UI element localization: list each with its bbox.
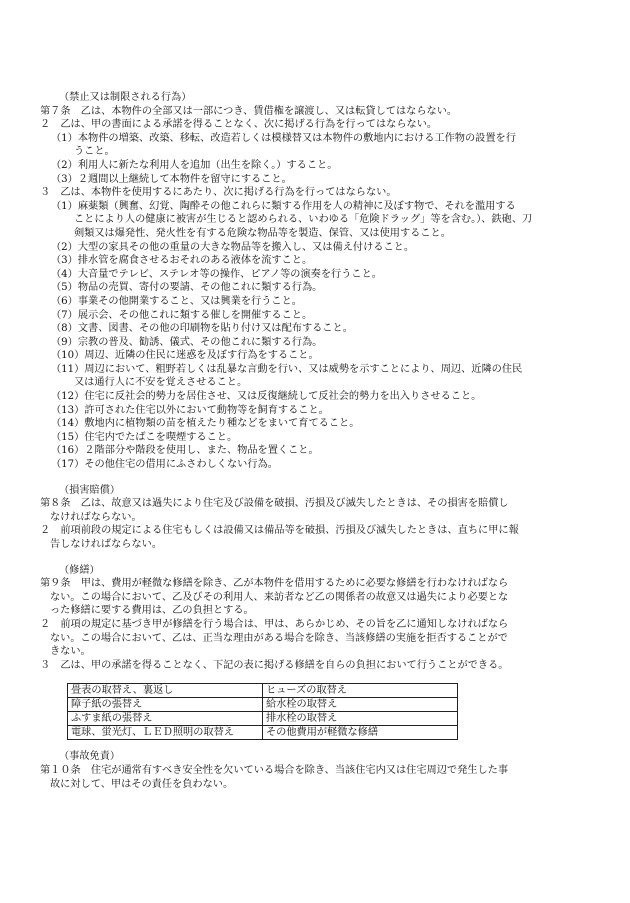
list-item: （3）排水管を腐食させるおそれのある液体を流すこと。: [51, 255, 313, 267]
table-cell: ふすま紙の張替え: [68, 712, 263, 726]
table-row: [68, 712, 458, 726]
section-spacer: [40, 472, 594, 484]
article-text-continuation: 故に対して、甲はその責任を負わない。: [50, 778, 234, 790]
list-item: （12）住宅に反社会的勢力を居住させ、又は反復継続して反社会的勢力を出入りさせること。: [51, 391, 482, 403]
list-item: （1）麻薬類（興奮、幻覚、陶酔その他これらに類する作用を人の精神に及ぼす物で、それを濫用する: [51, 200, 516, 212]
list-item: （11）周辺において、粗野若しくは乱暴な言動を行い、又は威勢を示すことにより、周辺、近隣の住民: [51, 363, 523, 375]
list-item: （9）宗教の普及、勧誘、儀式、その他これに類する行為。: [51, 336, 323, 348]
table-cell: 電球、蛍光灯、ＬＥＤ照明の取替え: [68, 726, 263, 740]
list-item-continuation: 又は通行人に不安を覚えさせること。: [74, 377, 248, 389]
paragraph-text-continuation: きない。: [50, 646, 91, 658]
list-item: （4）大音量でテレビ、ステレオ等の操作、ピアノ等の演奏を行うこと。: [51, 268, 382, 280]
paragraph-text: ３ 乙は、本物件を使用するにあたり、次に掲げる行為を行ってはならない。: [40, 187, 397, 199]
list-item: （8）文書、図書、その他の印刷物を貼り付け又は配布すること。: [51, 323, 353, 335]
section-article-7: [40, 91, 594, 472]
table-cell: 給水栓の取替え: [263, 698, 458, 712]
table-cell: ヒューズの取替え: [263, 684, 458, 698]
list-item: （17）その他住宅の借用にふさわしくない行為。: [51, 459, 278, 471]
article-text: 第１０条 住宅が通常有すべき安全性を欠いている場合を除き、当該住宅内又は住宅周辺で発生した事: [40, 764, 509, 776]
section-article-9: [40, 564, 594, 741]
list-item: （6）事業その他開業すること、又は興業を行うこと。: [51, 295, 302, 307]
list-item-continuation: 剣類又は爆発性、発火性を有する危険な物品等を製造、保管、又は使用すること。: [74, 227, 451, 239]
table-cell: 排水栓の取替え: [263, 712, 458, 726]
paragraph-text: ２ 前項の規定に基づき甲が修繕を行う場合は、甲は、あらかじめ、その旨を乙に通知しなければなら: [40, 618, 509, 630]
list-item: （15）住宅内でたばこを喫煙すること。: [51, 431, 238, 443]
article-text: 第８条 乙は、故意又は過失により住宅及び設備を破損、汚損及び滅失したときは、その損害を賠償し: [40, 498, 509, 510]
table-row: [68, 698, 458, 712]
article-text: 第９条 甲は、費用が軽微な修繕を除き、乙が本物件を借用するために必要な修繕を行わなければなら: [40, 578, 509, 590]
list-item: （2）大型の家具その他の重量の大きな物品等を搬入し、又は備え付けること。: [51, 241, 415, 253]
paragraph-text: ２ 前項前段の規定による住宅もしくは設備又は備品等を破損、汚損及び滅失したときは、直ちに甲に報: [40, 525, 519, 537]
section-article-10: [40, 750, 594, 791]
article-text-continuation: った修繕に要する費用は、乙の負担とする。: [50, 605, 254, 617]
paragraph-text-continuation: ない。この場合において、乙は、正当な理由がある場合を除き、当該修繕の実施を拒否することがで: [50, 632, 508, 644]
section-spacer: [40, 552, 594, 564]
list-item-continuation: うこと。: [74, 146, 115, 158]
paragraph-text: ３ 乙は、甲の承諾を得ることなく、下記の表に掲げる修繕を自らの負担において行うことができる。: [40, 659, 509, 671]
table-row: [68, 726, 458, 740]
paragraph-text-continuation: 告しなければならない。: [50, 539, 163, 550]
section-heading: （修繕）: [59, 564, 100, 576]
article-text: 第７条 乙は、本物件の全部又は一部につき、賃借権を譲渡し、又は転貸してはならない。: [40, 105, 458, 117]
table-cell: 畳表の取替え、裏返し: [68, 684, 263, 698]
section-heading: （禁止又は制限される行為）: [59, 92, 192, 103]
section-article-8: [40, 484, 594, 552]
article-text-continuation: なければならない。: [50, 511, 142, 523]
repair-items-table: [67, 683, 458, 740]
table-cell: その他費用が軽微な修繕: [263, 726, 458, 740]
list-item-continuation: ことにより人の健康に被害が生じると認められる、いわゆる「危険ドラッグ」等を含む。）、鉄砲、刀: [74, 214, 533, 226]
list-item: （3）２週間以上継続して本物件を留守にすること。: [51, 173, 292, 185]
list-item: （1）本物件の増築、改築、移転、改造若しくは模様替又は本物件の敷地内における工作物の設置を行: [51, 132, 516, 144]
paragraph-text: ２ 乙は、甲の書面による承諾を得ることなく、次に掲げる行為を行ってはならない。: [40, 119, 438, 131]
list-item: （16）２階部分や階段を使用し、また、物品を置くこと。: [51, 445, 319, 457]
section-heading: （事故免責）: [59, 751, 121, 763]
list-item: （7）展示会、その他これに類する催しを開催すること。: [51, 309, 313, 321]
list-item: （2）利用人に新たな利用人を追加（出生を除く。）すること。: [51, 159, 338, 171]
table-cell: 障子紙の張替え: [68, 698, 263, 712]
table-row: [68, 684, 458, 698]
list-item: （13）許可された住宅以外において動物等を飼育すること。: [51, 404, 329, 416]
list-item: （5）物品の売買、寄付の要請、その他これに類する行為。: [51, 282, 323, 294]
list-item: （10）周辺、近隣の住民に迷惑を及ぼす行為をすること。: [51, 350, 319, 362]
list-item: （14）敷地内に植物類の苗を植えたり種などをまいて育てること。: [51, 418, 360, 430]
section-heading: （損害賠償）: [59, 484, 121, 496]
article-text-continuation: ない。この場合において、乙及びその利用人、来訪者など乙の関係者の故意又は過失により必要とな: [50, 591, 509, 603]
